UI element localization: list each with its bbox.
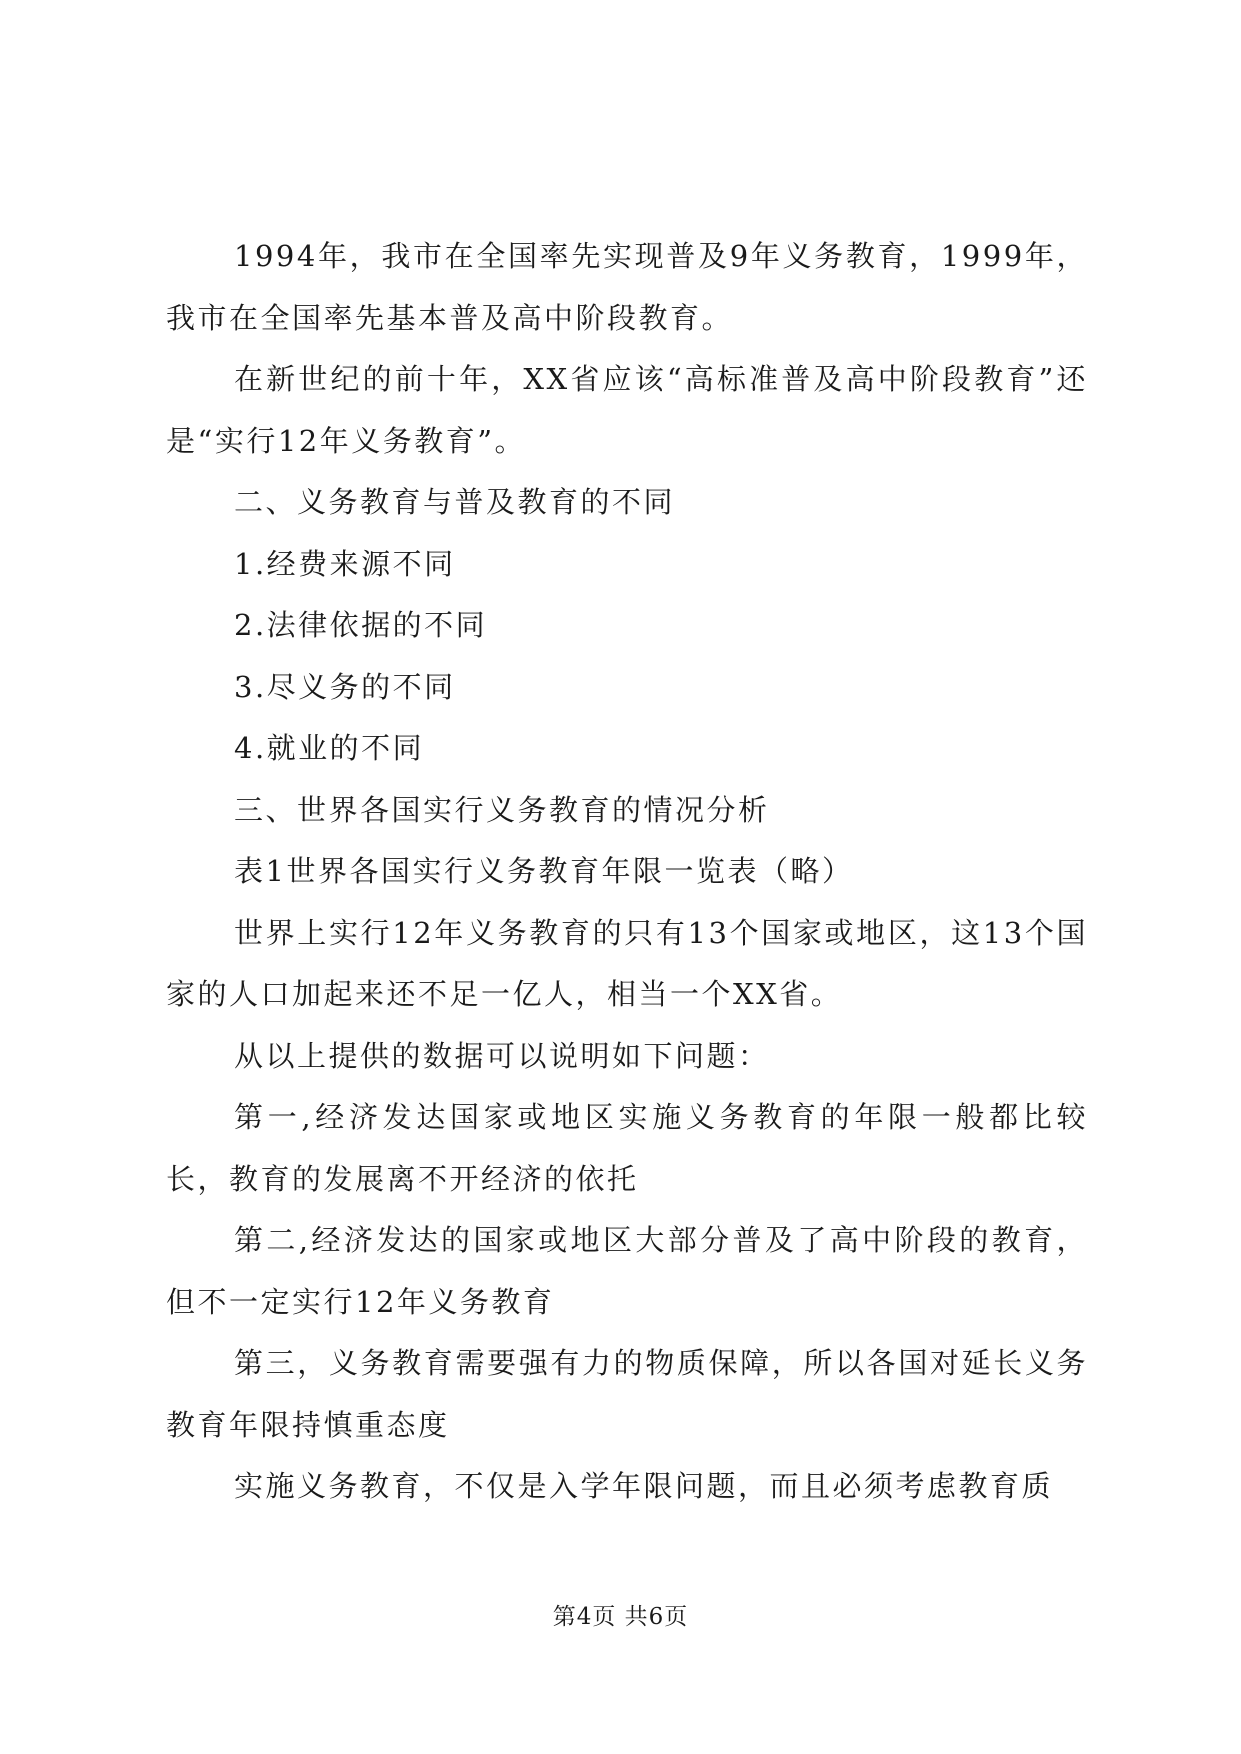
paragraph-quality: 实施义务教育，不仅是入学年限问题，而且必须考虑教育质 (234, 1469, 1054, 1503)
page-number-footer: 第4页 共6页 (552, 1604, 689, 1630)
paragraph-second: 第二,经济发达的国家或地区大部分普及了高中阶段的教育，但不一定实行12年义务教育 (166, 1223, 1088, 1319)
list-item-3: 3.尽义务的不同 (234, 669, 456, 704)
list-item-2: 2.法律依据的不同 (234, 608, 488, 642)
paragraph-13-countries: 世界上实行12年义务教育的只有13个国家或地区，这13个国家的人口加起来还不足一亿人，相当一个XX省。 (166, 915, 1088, 1011)
paragraph-third: 第三，义务教育需要强有力的物质保障，所以各国对延长义务教育年限持慎重态度 (166, 1346, 1088, 1442)
section-heading-2: 二、义务教育与普及教育的不同 (234, 485, 676, 519)
paragraph-new-century: 在新世纪的前十年，XX省应该“高标准普及高中阶段教育”还是“实行12年义务教育”。 (166, 362, 1088, 458)
section-heading-3: 三、世界各国实行义务教育的情况分析 (234, 792, 770, 827)
paragraph-1994-1999: 1994年，我市在全国率先实现普及9年义务教育，1999年，我市在全国率先基本普及高中阶段教育。 (166, 239, 1088, 335)
table-caption: 表1世界各国实行义务教育年限一览表（略） (234, 854, 854, 888)
document-body (166, 226, 1088, 1518)
paragraph-conclusions-intro: 从以上提供的数据可以说明如下问题： (234, 1038, 770, 1073)
list-item-4: 4.就业的不同 (234, 731, 425, 765)
paragraph-first: 第一,经济发达国家或地区实施义务教育的年限一般都比较长，教育的发展离不开经济的依托 (166, 1100, 1088, 1196)
list-item-1: 1.经费来源不同 (234, 546, 456, 581)
